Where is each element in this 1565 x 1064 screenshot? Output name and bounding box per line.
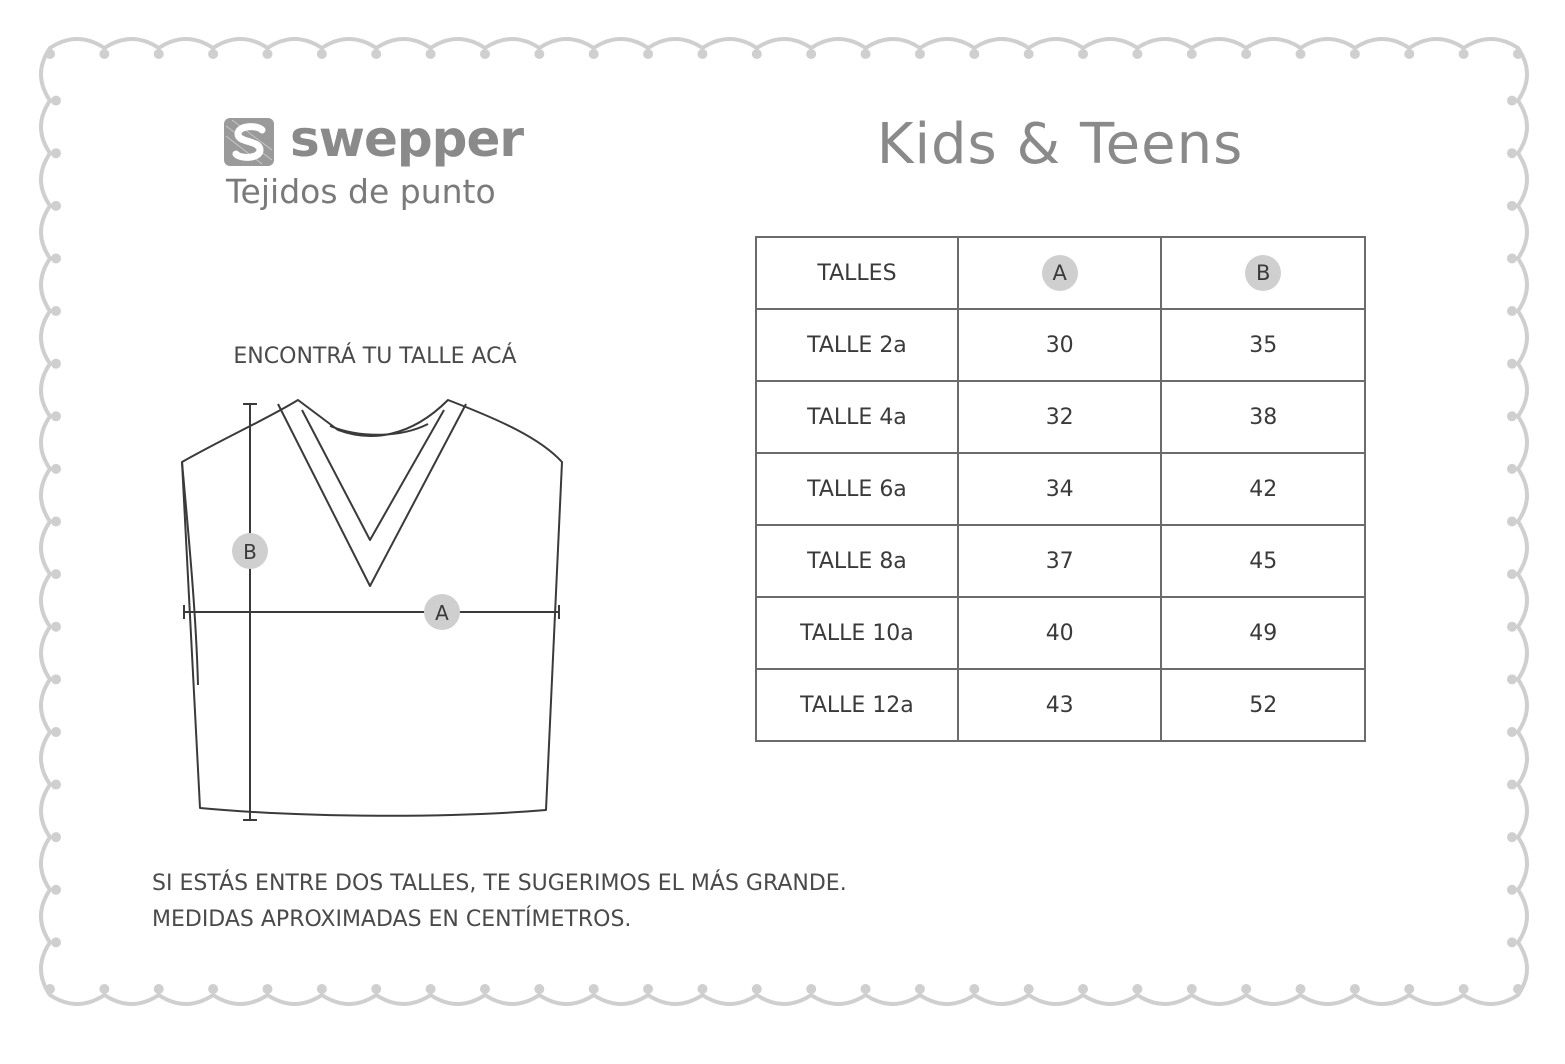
frame-dot: [1078, 49, 1088, 59]
brand-name: swepper: [290, 110, 524, 168]
frame-dot: [45, 49, 55, 59]
svg-text:B: B: [243, 540, 257, 564]
frame-dot: [208, 49, 218, 59]
vest-outline: [182, 400, 562, 816]
frame-dot: [1459, 49, 1469, 59]
table-row: [756, 597, 1365, 669]
a-cell: 30: [958, 309, 1162, 381]
size-cell: TALLE 2a: [756, 309, 958, 381]
frame-dot: [534, 49, 544, 59]
frame-dot: [371, 984, 381, 994]
frame-dot: [51, 622, 61, 632]
b-cell: 42: [1161, 453, 1365, 525]
swepper-logo-icon: [222, 116, 278, 168]
frame-dot: [1507, 201, 1517, 211]
frame-dot: [1507, 411, 1517, 421]
frame-dot: [1507, 937, 1517, 947]
vest-diagram: [170, 390, 580, 830]
frame-dot: [1132, 49, 1142, 59]
frame-dot: [589, 984, 599, 994]
b-cell: 49: [1161, 597, 1365, 669]
frame-dot: [1404, 984, 1414, 994]
frame-dot: [1513, 984, 1523, 994]
frame-dot: [1507, 780, 1517, 790]
table-row: [756, 525, 1365, 597]
frame-dot: [589, 49, 599, 59]
frame-dot: [1507, 674, 1517, 684]
frame-dot: [426, 49, 436, 59]
frame-dot: [1507, 517, 1517, 527]
frame-dot: [1507, 569, 1517, 579]
frame-dot: [51, 148, 61, 158]
size-cell: TALLE 8a: [756, 525, 958, 597]
note-units: MEDIDAS APROXIMADAS EN CENTÍMETROS.: [152, 907, 632, 932]
marker-b: [232, 533, 268, 569]
frame-dot: [51, 832, 61, 842]
frame-dot: [1507, 359, 1517, 369]
frame-dot: [51, 201, 61, 211]
table-header-row: [756, 237, 1365, 309]
header-b: [1161, 237, 1365, 309]
frame-dot: [752, 984, 762, 994]
size-table: [755, 236, 1366, 742]
marker-b-badge: B: [1245, 255, 1281, 291]
size-cell: TALLE 4a: [756, 381, 958, 453]
a-cell: 34: [958, 453, 1162, 525]
frame-dot: [1024, 984, 1034, 994]
frame-dot: [1350, 984, 1360, 994]
frame-dot: [697, 49, 707, 59]
frame-dot: [1507, 148, 1517, 158]
frame-dot: [1241, 984, 1251, 994]
frame-dot: [262, 49, 272, 59]
size-cell: TALLE 10a: [756, 597, 958, 669]
frame-dot: [1459, 984, 1469, 994]
frame-dot: [806, 984, 816, 994]
table-row: [756, 453, 1365, 525]
frame-dot: [99, 49, 109, 59]
frame-dot: [643, 49, 653, 59]
frame-dot: [51, 517, 61, 527]
table-row: [756, 309, 1365, 381]
frame-dot: [262, 984, 272, 994]
frame-dot: [51, 569, 61, 579]
frame-dot: [969, 984, 979, 994]
frame-dot: [1296, 49, 1306, 59]
a-cell: 40: [958, 597, 1162, 669]
frame-dot: [1024, 49, 1034, 59]
frame-dot: [861, 984, 871, 994]
frame-dot: [154, 984, 164, 994]
frame-dot: [1350, 49, 1360, 59]
frame-dot: [51, 674, 61, 684]
frame-dot: [51, 306, 61, 316]
b-cell: 52: [1161, 669, 1365, 741]
frame-dot: [969, 49, 979, 59]
frame-dot: [1507, 832, 1517, 842]
frame-dot: [1507, 306, 1517, 316]
marker-a: [424, 594, 460, 630]
header-a: [958, 237, 1162, 309]
table-row: [756, 381, 1365, 453]
frame-dot: [1507, 464, 1517, 474]
vest-left-fold: [182, 462, 198, 685]
frame-dot: [1507, 622, 1517, 632]
frame-dot: [51, 464, 61, 474]
frame-dot: [1507, 727, 1517, 737]
frame-dot: [51, 780, 61, 790]
frame-dot: [1132, 984, 1142, 994]
frame-dot: [861, 49, 871, 59]
brand-tagline: Tejidos de punto: [226, 172, 496, 211]
frame-dot: [643, 984, 653, 994]
frame-dot: [1507, 253, 1517, 263]
note-size-advice: SI ESTÁS ENTRE DOS TALLES, TE SUGERIMOS EL MÁS GRANDE.: [152, 871, 847, 896]
frame-dot: [1507, 885, 1517, 895]
frame-dot: [1507, 96, 1517, 106]
size-cell: TALLE 12a: [756, 669, 958, 741]
frame-dot: [51, 885, 61, 895]
frame-dot: [45, 984, 55, 994]
frame-dot: [915, 984, 925, 994]
frame-dot: [317, 49, 327, 59]
svg-text:A: A: [435, 601, 449, 625]
frame-dot: [51, 96, 61, 106]
b-cell: 45: [1161, 525, 1365, 597]
frame-dot: [752, 49, 762, 59]
frame-dot: [51, 359, 61, 369]
frame-dot: [51, 937, 61, 947]
frame-dot: [154, 49, 164, 59]
v-neck-outer: [278, 404, 466, 586]
page-title: Kids & Teens: [876, 112, 1244, 177]
diagram-label: ENCONTRÁ TU TALLE ACÁ: [233, 344, 517, 369]
frame-dot: [51, 727, 61, 737]
frame-dot: [1187, 49, 1197, 59]
frame-dot: [99, 984, 109, 994]
marker-a-badge: A: [1042, 255, 1078, 291]
frame-dot: [51, 411, 61, 421]
frame-dot: [426, 984, 436, 994]
frame-dot: [371, 49, 381, 59]
frame-dot: [208, 984, 218, 994]
frame-dot: [806, 49, 816, 59]
table-row: [756, 669, 1365, 741]
a-cell: 32: [958, 381, 1162, 453]
frame-dot: [697, 984, 707, 994]
size-cell: TALLE 6a: [756, 453, 958, 525]
header-talles: TALLES: [756, 237, 958, 309]
a-cell: 37: [958, 525, 1162, 597]
brand-logo: [222, 112, 542, 222]
frame-dot: [317, 984, 327, 994]
frame-dot: [1513, 49, 1523, 59]
frame-dot: [534, 984, 544, 994]
frame-dot: [480, 984, 490, 994]
frame-dot: [480, 49, 490, 59]
frame-dot: [1296, 984, 1306, 994]
v-neck-inner: [302, 410, 444, 540]
b-cell: 35: [1161, 309, 1365, 381]
frame-dot: [1078, 984, 1088, 994]
frame-dot: [1241, 49, 1251, 59]
footnotes: [152, 866, 847, 938]
b-cell: 38: [1161, 381, 1365, 453]
frame-dot: [1187, 984, 1197, 994]
frame-dot: [1404, 49, 1414, 59]
frame-dot: [915, 49, 925, 59]
a-cell: 43: [958, 669, 1162, 741]
frame-dot: [51, 253, 61, 263]
